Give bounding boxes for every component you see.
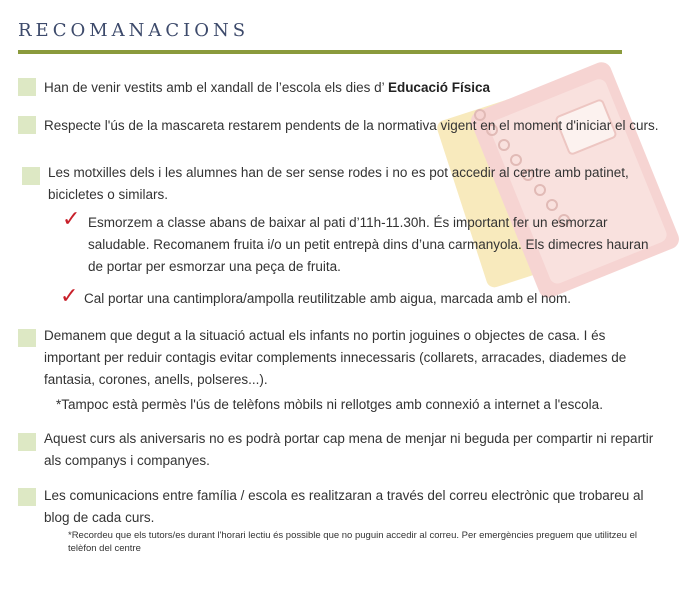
- page-title: RECOMANACIONS: [18, 20, 250, 41]
- bullet-box: [18, 488, 36, 506]
- bullet-box: [18, 433, 36, 451]
- bullet-box: [22, 167, 40, 185]
- bullet-box: [18, 116, 36, 134]
- bullet-box: [18, 329, 36, 347]
- check-item: Esmorzem a classe abans de baixar al pati d’11h-11.30h. És important fer un esmorzar saludable. Recomanem fruita i/o un petit entrepà dins d’una carmanyola. Els dimecres hauran de portar per esmorzar una peça de fruita.: [88, 215, 649, 274]
- note-text: *Tampoc està permès l'ús de telèfons mòbils ni rellotges amb connexió a internet a l'escola.: [56, 397, 603, 412]
- checkmark-icon: ✓: [62, 206, 81, 231]
- list-item: Les motxilles dels i les alumnes han de ser sense rodes i no es pot accedir al centre amb patinet, bicicletes o similars.: [48, 165, 629, 202]
- item-text: Han de venir vestits amb el xandall de l’escola els dies d’: [44, 80, 388, 95]
- bullet-box: [18, 78, 36, 96]
- list-item: Respecte l'ús de la mascareta restarem pendents de la normativa vigent en el moment d'iniciar el curs.: [44, 118, 659, 133]
- list-item: [44, 77, 604, 99]
- item-bold-text: Educació Física: [387, 80, 490, 95]
- footnote-text: *Recordeu que els tutors/es durant l'horari lectiu és possible que no puguin accedir al correu. Per emergències preguem que utilitzeu el telèfon del centre: [68, 530, 637, 554]
- list-item: Aquest curs als aniversaris no es podrà portar cap mena de menjar ni beguda per compartir ni repartir als companys i companyes.: [44, 431, 654, 468]
- title-underline: [18, 50, 622, 54]
- checkmark-icon: ✓: [60, 283, 79, 308]
- list-item: Demanem que degut a la situació actual els infants no portin joguines o objectes de casa. I és important per reduir contagis evitar complements innecessaris (collarets, arracades, diademes de fantasia, corones, anells, polseres...).: [44, 328, 627, 387]
- list-item: Les comunicacions entre família / escola es realitzaran a través del correu electrònic que trobareu al blog de cada curs.: [44, 488, 644, 525]
- check-item: Cal portar una cantimplora/ampolla reutilitzable amb aigua, marcada amb el nom.: [84, 291, 571, 306]
